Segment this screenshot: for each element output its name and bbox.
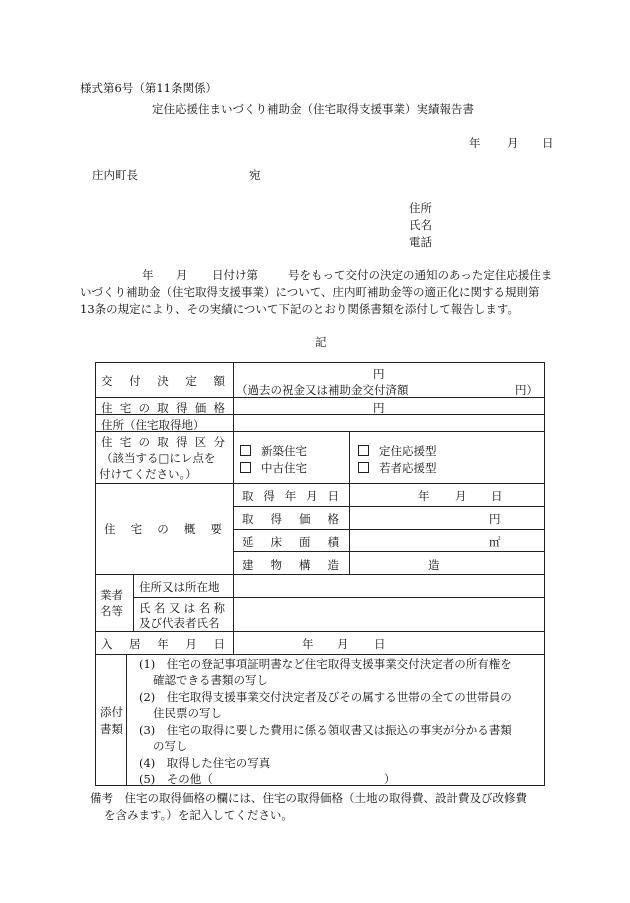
label-char: 氏	[139, 601, 151, 615]
label-char: 取	[242, 489, 254, 503]
label-char: 宅	[119, 435, 132, 449]
attach-item-3: (3) 住宅の取得に要した費用に係る領収書又は振込の事実が分かる書類	[139, 723, 512, 737]
label-char: の	[157, 522, 169, 536]
label-char: 得	[176, 401, 188, 415]
move-year: 年	[302, 637, 314, 651]
checkbox-used-house[interactable]	[240, 460, 307, 476]
label-char: 建	[242, 558, 254, 572]
applicant-phone-label: 電話	[409, 235, 432, 249]
remark-line-2: を含みます。）を記入してください。	[104, 808, 293, 822]
label-char: 価	[299, 512, 311, 526]
label-char: 月	[306, 489, 318, 503]
ov-structure: 造	[428, 558, 440, 572]
location-label: 住所（住宅取得地）	[101, 418, 205, 432]
attach-item-1: (1) 住宅の登記事項証明書など住宅取得支援事業交付決定者の所有権を	[139, 657, 512, 671]
opt-settle-label: 定住応援型	[379, 444, 437, 458]
body-line3: 13条の規定により、その実績について下記のとおり関係書類を添付して報告します。	[80, 302, 519, 316]
label-char: 取	[157, 435, 169, 449]
label-char: 得	[263, 489, 275, 503]
label-char: 交	[101, 374, 113, 388]
label-char: 額	[213, 374, 225, 388]
label-char: 区	[194, 435, 207, 449]
attach-item-5-close: ）	[384, 772, 396, 786]
grant-note-yen: 円）	[515, 383, 538, 397]
attach-item-4: (4) 取得した住宅の写真	[139, 756, 271, 770]
price-label	[101, 400, 225, 416]
body-month: 月	[176, 268, 188, 282]
ov-month: 月	[455, 489, 467, 503]
body-line1: 号をもって交付の決定の通知のあった定住応援住ま	[288, 268, 553, 282]
category-label	[101, 434, 225, 450]
label-char: 入	[101, 637, 113, 651]
label-char: 又	[168, 601, 181, 615]
acq-date-label	[242, 488, 339, 504]
checkbox-young-type[interactable]	[358, 460, 437, 476]
label-char: 住	[101, 401, 113, 415]
label-char: 定	[185, 374, 197, 388]
vendor-label-1: 業者	[100, 588, 123, 602]
grant-note: （過去の祝金又は補助金交付済額	[236, 383, 409, 397]
label-char: 床	[270, 535, 282, 549]
label-char: 取	[242, 512, 254, 526]
label-char: 日	[213, 637, 225, 651]
overview-label	[104, 521, 222, 537]
structure-label	[242, 557, 339, 573]
category-note-2: 付けてください。）	[99, 467, 197, 481]
grant-label	[101, 373, 225, 389]
checkbox-icon[interactable]	[358, 462, 369, 473]
label-char: 物	[270, 558, 282, 572]
vendor-name-label	[139, 600, 225, 616]
label-char: 年	[157, 637, 169, 651]
date-year: 年	[469, 136, 481, 150]
label-char: 住	[104, 522, 116, 536]
body-line2: いづくり補助金（住宅取得支援事業）について、庄内町補助金等の適正化に関する規則第	[80, 285, 540, 299]
label-char: 面	[299, 535, 311, 549]
label-char: 決	[157, 374, 169, 388]
label-char: 造	[327, 558, 339, 572]
label-char: 構	[299, 558, 311, 572]
opt-new-label: 新築住宅	[261, 444, 307, 458]
label-char: 月	[185, 637, 197, 651]
attach-label-2: 書類	[100, 722, 123, 736]
attach-item-2: (2) 住宅取得支援事業交付決定者及びその属する世帯の全ての世帯員の	[139, 690, 512, 704]
form-number: 様式第6号（第11条関係）	[80, 81, 217, 95]
label-char: 格	[213, 401, 225, 415]
body-year: 年	[142, 268, 154, 282]
vendor-address-label: 住所又は所在地	[139, 580, 220, 594]
ov-day: 日	[491, 489, 503, 503]
ov-sqm: ㎡	[489, 535, 501, 549]
ki-heading: 記	[315, 335, 327, 349]
label-char: 名	[153, 601, 166, 615]
label-char: は	[183, 601, 196, 615]
acq-price-label	[242, 511, 339, 527]
move-month: 月	[337, 637, 349, 651]
label-char: の	[138, 435, 150, 449]
checkbox-icon[interactable]	[240, 445, 251, 456]
checkbox-icon[interactable]	[240, 462, 251, 473]
attach-label-1: 添付	[100, 705, 123, 719]
label-char: 分	[213, 435, 225, 449]
label-char: 称	[213, 601, 225, 615]
vendor-rep-label: 及び代表者氏名	[139, 616, 220, 630]
label-char: 格	[327, 512, 339, 526]
label-char: 要	[210, 522, 222, 536]
label-char: 延	[242, 535, 254, 549]
checkbox-icon[interactable]	[358, 445, 369, 456]
opt-young-label: 若者応援型	[379, 461, 437, 475]
addressee-suffix: 宛	[249, 168, 261, 182]
attach-item-2-cont: 住民票の写し	[153, 706, 222, 720]
label-char: 住	[101, 435, 113, 449]
applicant-address-label: 住所	[409, 201, 432, 215]
label-char: 日	[327, 489, 339, 503]
checkbox-new-house[interactable]	[240, 443, 307, 459]
attach-item-5: (5) その他（	[139, 772, 213, 786]
label-char: 年	[284, 489, 297, 503]
body-date-no: 日付け第	[212, 268, 258, 282]
label-char: 居	[129, 637, 141, 651]
label-char: 名	[198, 601, 211, 615]
grant-yen: 円	[373, 367, 385, 381]
remark-line-1: 備考 住宅の取得価格の欄には、住宅の取得価格（土地の取得費、設計費及び改修費	[90, 791, 527, 805]
label-char: 宅	[119, 401, 132, 415]
label-char: 得	[176, 435, 188, 449]
label-char: 得	[270, 512, 282, 526]
move-in-label	[101, 636, 225, 652]
attach-item-1-cont: 確認できる書類の写し	[153, 673, 268, 687]
vendor-label-2: 名等	[100, 604, 123, 618]
checkbox-settle-type[interactable]	[358, 443, 437, 459]
floor-area-label	[242, 534, 339, 550]
label-char: 積	[327, 535, 339, 549]
opt-used-label: 中古住宅	[261, 461, 307, 475]
label-char: 価	[194, 401, 207, 415]
label-char: 宅	[130, 522, 143, 536]
label-char: 概	[183, 522, 196, 536]
date-month: 月	[507, 136, 519, 150]
page-title: 定住応援住まいづくり補助金（住宅取得支援事業）実績報告書	[152, 102, 474, 116]
label-char: の	[138, 401, 150, 415]
attach-item-3-cont: の写し	[153, 739, 188, 753]
category-note-1: （該当する□にレ点を	[101, 451, 216, 465]
ov-year: 年	[418, 489, 430, 503]
applicant-name-label: 氏名	[409, 218, 432, 232]
label-char: 取	[157, 401, 169, 415]
label-char: 付	[129, 374, 141, 388]
price-yen: 円	[373, 401, 385, 415]
addressee-name: 庄内町長	[92, 168, 138, 182]
date-day: 日	[542, 136, 554, 150]
ov-yen: 円	[489, 512, 501, 526]
move-day: 日	[374, 637, 386, 651]
